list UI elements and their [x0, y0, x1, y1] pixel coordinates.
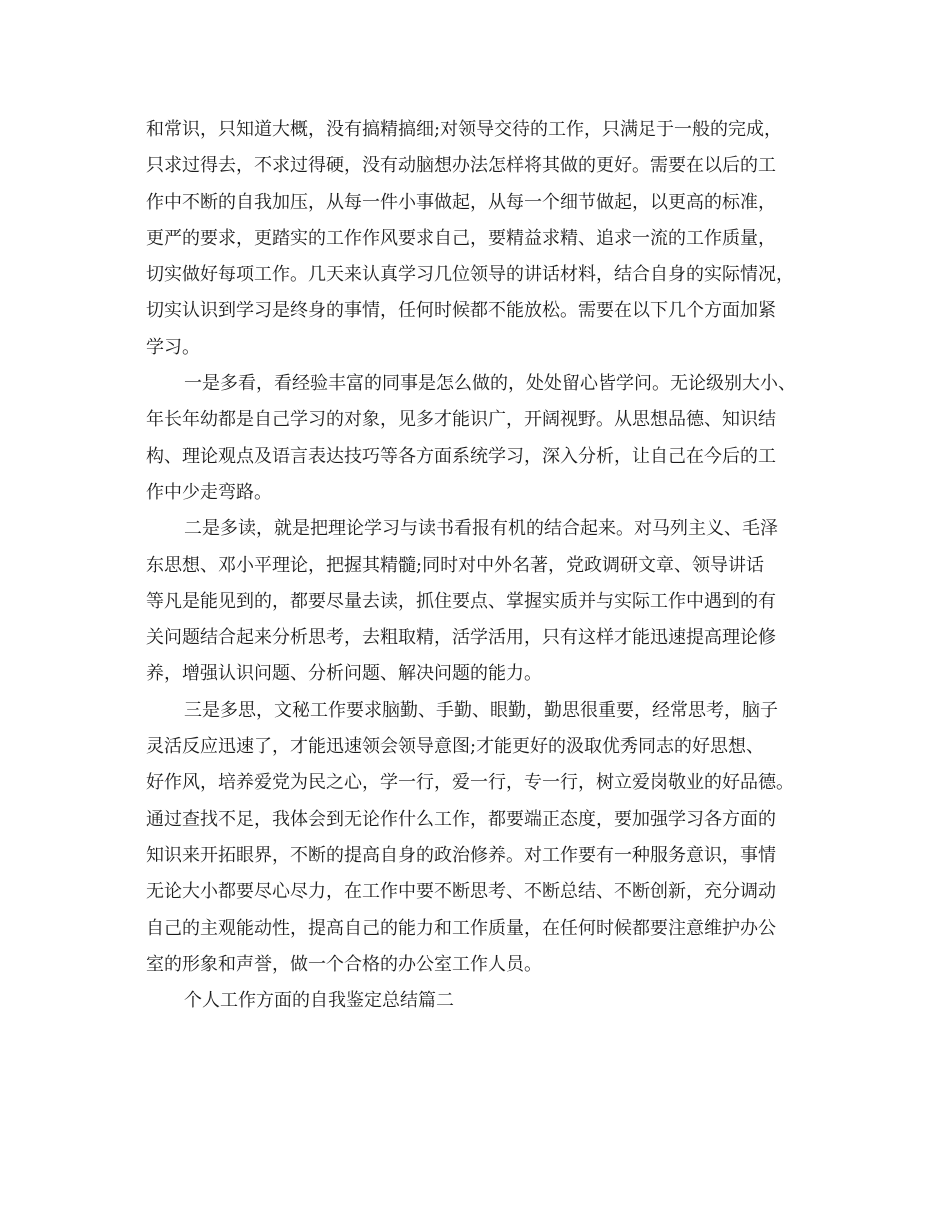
text-line: 通过查找不足，我体会到无论作什么工作，都要端正态度，要加强学习各方面的	[146, 808, 776, 830]
text-line: 切实认识到学习是终身的事情，任何时候都不能放松。需要在以下几个方面加紧	[146, 300, 776, 322]
text-line: 一是多看，看经验丰富的同事是怎么做的，处处留心皆学问。无论级别大小、	[184, 373, 796, 395]
text-line: 作中少走弯路。	[146, 481, 272, 503]
text-line: 自己的主观能动性，提高自己的能力和工作质量，在任何时候都要注意维护办公	[146, 917, 776, 939]
text-line: 个人工作方面的自我鉴定总结篇二	[184, 990, 454, 1012]
text-line: 东思想、邓小平理论，把握其精髓;同时对中外名著，党政调研文章、领导讲话	[146, 554, 765, 576]
text-line: 好作风，培养爱党为民之心，学一行，爱一行，专一行，树立爱岗敬业的好品德。	[146, 772, 794, 794]
text-line: 切实做好每项工作。几天来认真学习几位领导的讲话材料，结合自身的实际情况，	[146, 264, 794, 286]
text-line: 三是多思，文秘工作要求脑勤、手勤、眼勤，勤思很重要，经常思考，脑子	[184, 699, 778, 721]
body-text	[146, 112, 816, 1019]
text-line: 养，增强认识问题、分析问题、解决问题的能力。	[146, 663, 542, 685]
text-line: 知识来开拓眼界，不断的提高自身的政治修养。对工作要有一种服务意识，事情	[146, 844, 776, 866]
text-line: 灵活反应迅速了，才能迅速领会领导意图;才能更好的汲取优秀同志的好思想、	[146, 736, 765, 758]
text-line: 作中不断的自我加压，从每一件小事做起，从每一个细节做起，以更高的标准，	[146, 191, 776, 213]
text-line: 无论大小都要尽心尽力，在工作中要不断思考、不断总结、不断创新，充分调动	[146, 881, 776, 903]
text-line: 只求过得去，不求过得硬，没有动脑想办法怎样将其做的更好。需要在以后的工	[146, 155, 776, 177]
text-line: 等凡是能见到的，都要尽量去读，抓住要点、掌握实质并与实际工作中遇到的有	[146, 590, 776, 612]
text-line: 学习。	[146, 336, 200, 358]
text-line: 和常识，只知道大概，没有搞精搞细;对领导交待的工作，只满足于一般的完成，	[146, 119, 783, 140]
text-line: 构、理论观点及语言表达技巧等各方面系统学习，深入分析，让自己在今后的工	[146, 445, 776, 467]
text-line: 二是多读，就是把理论学习与读书看报有机的结合起来。对马列主义、毛泽	[184, 518, 778, 540]
text-line: 更严的要求，更踏实的工作作风要求自己，要精益求精、追求一流的工作质量，	[146, 227, 776, 249]
text-line: 年长年幼都是自己学习的对象，见多才能识广，开阔视野。从思想品德、知识结	[146, 409, 776, 431]
text-line: 关问题结合起来分析思考，去粗取精，活学活用，只有这样才能迅速提高理论修	[146, 627, 776, 649]
text-line: 室的形象和声誉，做一个合格的办公室工作人员。	[146, 953, 542, 975]
